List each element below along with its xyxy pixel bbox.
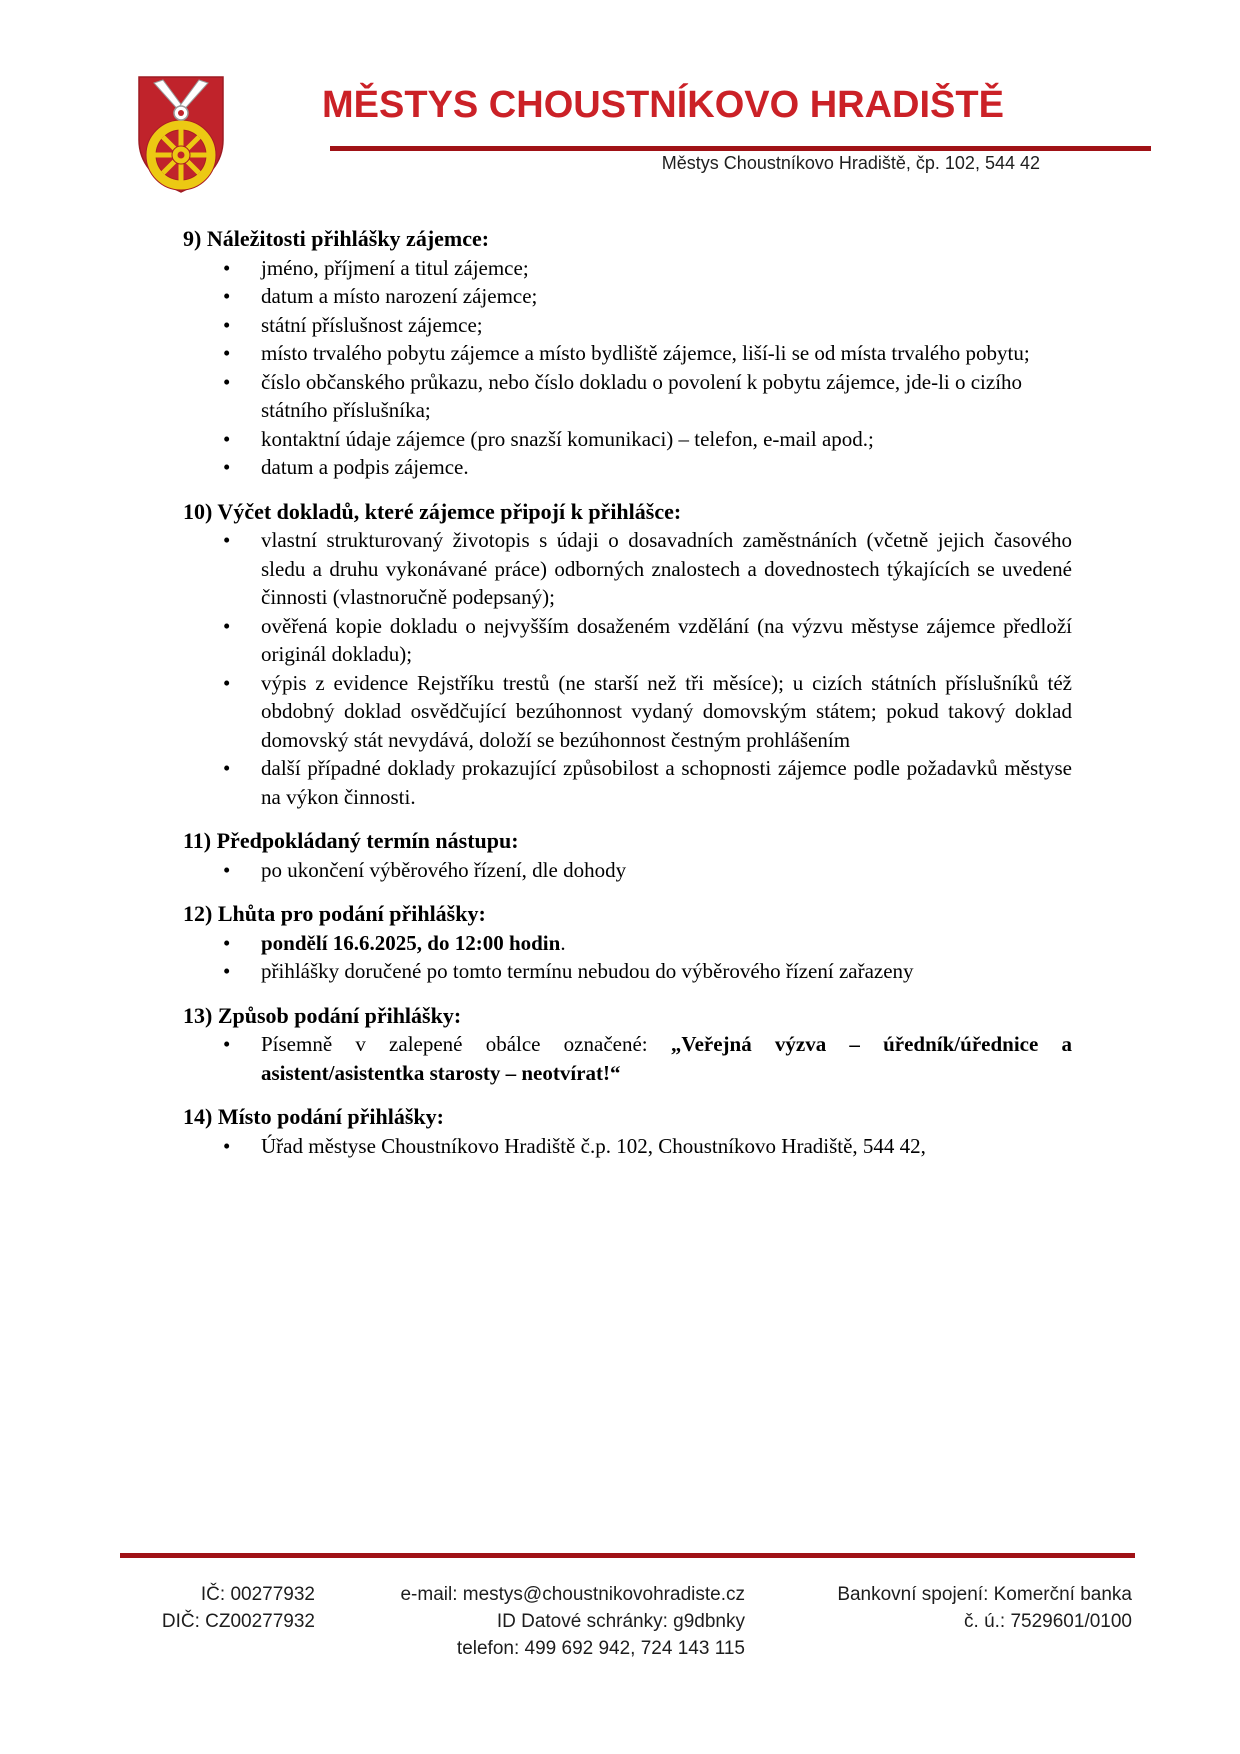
- footer-databox: ID Datové schránky: g9dbnky: [496, 1611, 745, 1632]
- footer-bank: Bankovní spojení: Komerční banka: [837, 1584, 1132, 1605]
- bullet-item: [183, 368, 1072, 425]
- bullet-item: [183, 856, 1072, 885]
- bullet-list: [183, 929, 1072, 986]
- bullet-list: [183, 1132, 1072, 1161]
- document-section: [183, 498, 1072, 812]
- wagon-wheel-icon: [146, 120, 216, 190]
- footer-email: e-mail: mestys@choustnikovohradiste.cz: [400, 1584, 745, 1605]
- section-heading: 9) Náležitosti přihlášky zájemce:: [183, 226, 490, 251]
- letterhead: [0, 0, 1240, 215]
- bullet-text: číslo občanského průkazu, nebo číslo dokladu o povolení k pobytu zájemce, jde-li o cizího státního příslušníka;: [261, 369, 1023, 422]
- municipality-address: Městys Choustníkovo Hradiště, čp. 102, 544 42: [661, 153, 1040, 173]
- bullet-text: místo trvalého pobytu zájemce a místo bydliště zájemce, liší-li se od místa trvalého pobytu;: [261, 341, 1030, 365]
- section-heading: 12) Lhůta pro podání přihlášky:: [183, 901, 486, 926]
- document-section: [183, 1103, 1072, 1160]
- bullet-text: státní příslušnost zájemce;: [261, 312, 483, 337]
- bullet-item: [183, 754, 1072, 811]
- bullet-item: [183, 929, 1072, 958]
- footer-contact-column: [360, 1581, 745, 1662]
- footer-dic: DIČ: CZ00277932: [161, 1611, 315, 1632]
- bullet-text: Úřad městyse Choustníkovo Hradiště č.p. 102, Choustníkovo Hradiště, 544 42,: [261, 1133, 926, 1158]
- bullet-text: kontaktní údaje zájemce (pro snazší komunikaci) – telefon, e-mail apod.;: [261, 426, 874, 451]
- document-section: [183, 900, 1072, 986]
- bullet-item: [183, 311, 1072, 340]
- bullet-text: datum a podpis zájemce.: [261, 455, 469, 479]
- bullet-text: vlastní strukturovaný životopis s údaji o dosavadních zaměstnáních (včetně jejich časového sledu a druhu vykonávané práce) odborných znalostech a dovednostech týkajících se uvedené činnosti (vlastnoručně podepsaný);: [261, 528, 1072, 609]
- bullet-list: [183, 526, 1072, 811]
- bullet-text: Písemně v zalepené obálce označené:: [261, 1032, 671, 1056]
- bullet-text: .: [560, 930, 566, 955]
- bullet-item: [183, 453, 1072, 482]
- bullet-item: [183, 425, 1072, 454]
- bullet-text: přihlášky doručené po tomto termínu nebudou do výběrového řízení zařazeny: [261, 959, 914, 983]
- bullet-item: [183, 339, 1072, 368]
- bullet-list: [183, 254, 1072, 482]
- footer-account: č. ú.: 7529601/0100: [964, 1611, 1132, 1632]
- section-heading: 11) Předpokládaný termín nástupu:: [183, 828, 519, 853]
- bullet-item: [183, 669, 1072, 755]
- bullet-text-bold: pondělí 16.6.2025, do 12:00 hodin: [261, 930, 561, 955]
- municipality-title: MĚSTYS CHOUSTNÍKOVO HRADIŠTĚ: [322, 84, 1004, 126]
- header-rule: [330, 146, 1151, 151]
- footer-bank-column: [760, 1581, 1132, 1635]
- document-section: [183, 827, 1072, 884]
- section-heading: 14) Místo podání přihlášky:: [183, 1104, 444, 1129]
- bullet-text-bold: „Veřejná výzva – úředník/úřednice a asistent/asistentka starosty – neotvírat!“: [261, 1032, 1072, 1085]
- bullet-item: [183, 1030, 1072, 1087]
- bullet-item: [183, 282, 1072, 311]
- document-body: [183, 225, 1072, 1176]
- bullet-item: [183, 254, 1072, 283]
- footer-registration-column: [120, 1581, 315, 1635]
- bullet-list: [183, 856, 1072, 885]
- footer-phone: telefon: 499 692 942, 724 143 115: [456, 1638, 745, 1659]
- bullet-item: [183, 957, 1072, 986]
- bullet-text: po ukončení výběrového řízení, dle dohody: [261, 857, 627, 882]
- coat-of-arms: [135, 74, 227, 196]
- bullet-text: další případné doklady prokazující způsobilost a schopnosti zájemce podle požadavků městyse na výkon činnosti.: [261, 756, 1072, 809]
- bullet-item: [183, 1132, 1072, 1161]
- bullet-text: výpis z evidence Rejstříku trestů (ne starší než tři měsíce); u cizích státních příslušníků též obdobný doklad osvědčující bezúhonnost vydaný domovským státem; pokud takový doklad domovský stát nevydává, doloží se bezúhonnost čestným prohlášením: [261, 670, 1072, 752]
- footer-rule: [120, 1553, 1135, 1558]
- bullet-text: datum a místo narození zájemce;: [261, 284, 538, 308]
- section-heading: 10) Výčet dokladů, které zájemce připojí k přihlášce:: [183, 498, 682, 524]
- document-section: [183, 1002, 1072, 1088]
- bullet-text: ověřená kopie dokladu o nejvyšším dosaženém vzdělání (na výzvu městyse zájemce předloží originál dokladu);: [261, 613, 1072, 666]
- section-heading: 13) Způsob podání přihlášky:: [183, 1002, 462, 1028]
- bullet-text: jméno, příjmení a titul zájemce;: [261, 255, 529, 280]
- bullet-item: [183, 526, 1072, 612]
- bullet-list: [183, 1030, 1072, 1087]
- footer-ic: IČ: 00277932: [200, 1584, 315, 1605]
- document-section: [183, 225, 1072, 482]
- bullet-item: [183, 612, 1072, 669]
